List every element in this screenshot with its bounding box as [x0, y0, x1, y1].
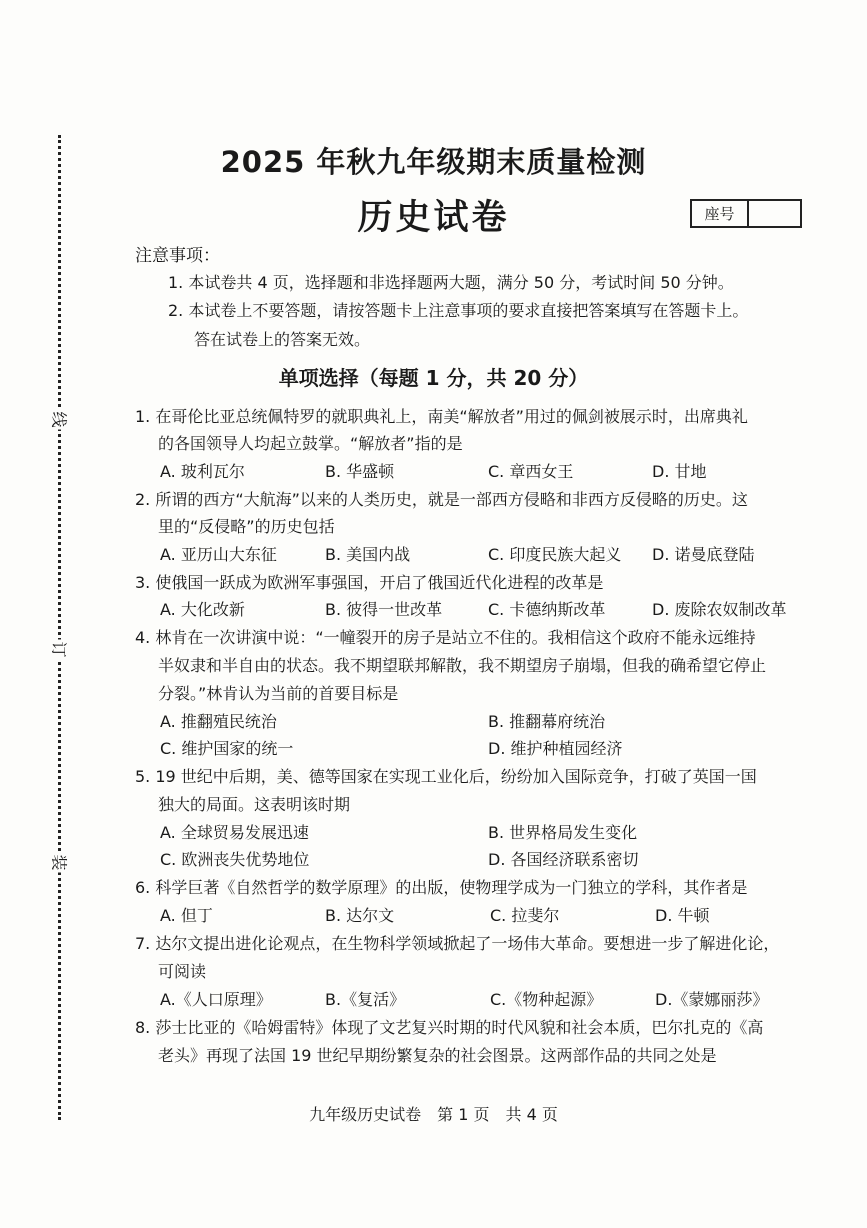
option-c: C.《物种起源》 [490, 990, 603, 1009]
option-c: C. 欧洲丧失优势地位 [160, 850, 310, 869]
option-a: A. 推翻殖民统治 [160, 712, 277, 731]
option-b: B.《复活》 [325, 990, 406, 1009]
exam-title: 2025 年秋九年级期末质量检测 [220, 145, 647, 179]
option-c: C. 章西女王 [488, 462, 574, 481]
question-line: 3. 使俄国一跃成为欧洲军事强国，开启了俄国近代化进程的改革是 [135, 573, 604, 592]
option-b: B. 世界格局发生变化 [488, 823, 638, 842]
notice-item: 1. 本试卷共 4 页，选择题和非选择题两大题，满分 50 分，考试时间 50 分钟。 [168, 273, 734, 292]
question-line: 老头》再现了法国 19 世纪早期纷繁复杂的社会图景。这两部作品的共同之处是 [158, 1046, 717, 1065]
option-c: C. 印度民族大起义 [488, 545, 622, 564]
seat-value-field[interactable] [749, 201, 800, 226]
option-b: B. 华盛顿 [325, 462, 395, 481]
option-b: B. 达尔文 [325, 906, 395, 925]
question-line: 的各国领导人均起立鼓掌。“解放者”指的是 [158, 434, 463, 453]
binding-char-staple: 订 [46, 640, 75, 660]
option-d: D. 废除农奴制改革 [652, 600, 787, 619]
question-line: 分裂。”林肯认为当前的首要目标是 [158, 684, 399, 703]
section-title: 单项选择（每题 1 分，共 20 分） [278, 366, 589, 390]
seat-label: 座号 [692, 201, 749, 226]
binding-char-bind: 装 [46, 853, 75, 873]
question-line: 半奴隶和半自由的状态。我不期望联邦解散，我不期望房子崩塌，但我的确希望它停止 [158, 656, 767, 675]
option-a: A.《人口原理》 [160, 990, 272, 1009]
question-line: 可阅读 [158, 962, 207, 981]
option-c: C. 拉斐尔 [490, 906, 560, 925]
option-a: A. 亚历山大东征 [160, 545, 277, 564]
page-footer: 九年级历史试卷 第 1 页 共 4 页 [309, 1105, 558, 1124]
option-a: A. 大化改新 [160, 600, 245, 619]
option-c: C. 维护国家的统一 [160, 739, 294, 758]
option-d: D. 各国经济联系密切 [488, 850, 639, 869]
question-line: 7. 达尔文提出进化论观点，在生物科学领域掀起了一场伟大革命。要想进一步了解进化论， [135, 934, 780, 953]
seat-number-box [690, 199, 802, 228]
question-line: 5. 19 世纪中后期，美、德等国家在实现工业化后，纷纷加入国际竞争，打破了英国一国 [135, 767, 757, 786]
question-line: 2. 所谓的西方“大航海”以来的人类历史，就是一部西方侵略和非西方反侵略的历史。这 [135, 490, 748, 509]
option-b: B. 美国内战 [325, 545, 411, 564]
question-line: 8. 莎士比亚的《哈姆雷特》体现了文艺复兴时期的时代风貌和社会本质，巴尔扎克的《高 [135, 1018, 764, 1037]
option-a: A. 玻利瓦尔 [160, 462, 245, 481]
option-a: A. 但丁 [160, 906, 213, 925]
notice-item: 2. 本试卷上不要答题，请按答题卡上注意事项的要求直接把答案填写在答题卡上。 [168, 301, 749, 320]
option-b: B. 彼得一世改革 [325, 600, 443, 619]
question-line: 1. 在哥伦比亚总统佩特罗的就职典礼上，南美“解放者”用过的佩剑被展示时，出席典礼 [135, 407, 748, 426]
notice-title: 注意事项： [135, 246, 220, 266]
option-d: D.《蒙娜丽莎》 [655, 990, 769, 1009]
option-d: D. 甘地 [652, 462, 707, 481]
option-a: A. 全球贸易发展迅速 [160, 823, 309, 842]
option-d: D. 牛顿 [655, 906, 710, 925]
option-c: C. 卡德纳斯改革 [488, 600, 606, 619]
binding-dotted-line [58, 135, 61, 1120]
option-b: B. 推翻幕府统治 [488, 712, 606, 731]
notice-item: 答在试卷上的答案无效。 [194, 330, 371, 349]
question-line: 里的“反侵略”的历史包括 [158, 517, 335, 536]
binding-char-line: 线 [46, 410, 75, 430]
exam-subtitle: 历史试卷 [357, 198, 510, 238]
option-d: D. 诺曼底登陆 [652, 545, 755, 564]
question-line: 4. 林肯在一次讲演中说：“一幢裂开的房子是站立不住的。我相信这个政府不能永远维持 [135, 628, 756, 647]
option-d: D. 维护种植园经济 [488, 739, 623, 758]
question-line: 独大的局面。这表明该时期 [158, 795, 351, 814]
question-line: 6. 科学巨著《自然哲学的数学原理》的出版，使物理学成为一门独立的学科，其作者是 [135, 878, 748, 897]
